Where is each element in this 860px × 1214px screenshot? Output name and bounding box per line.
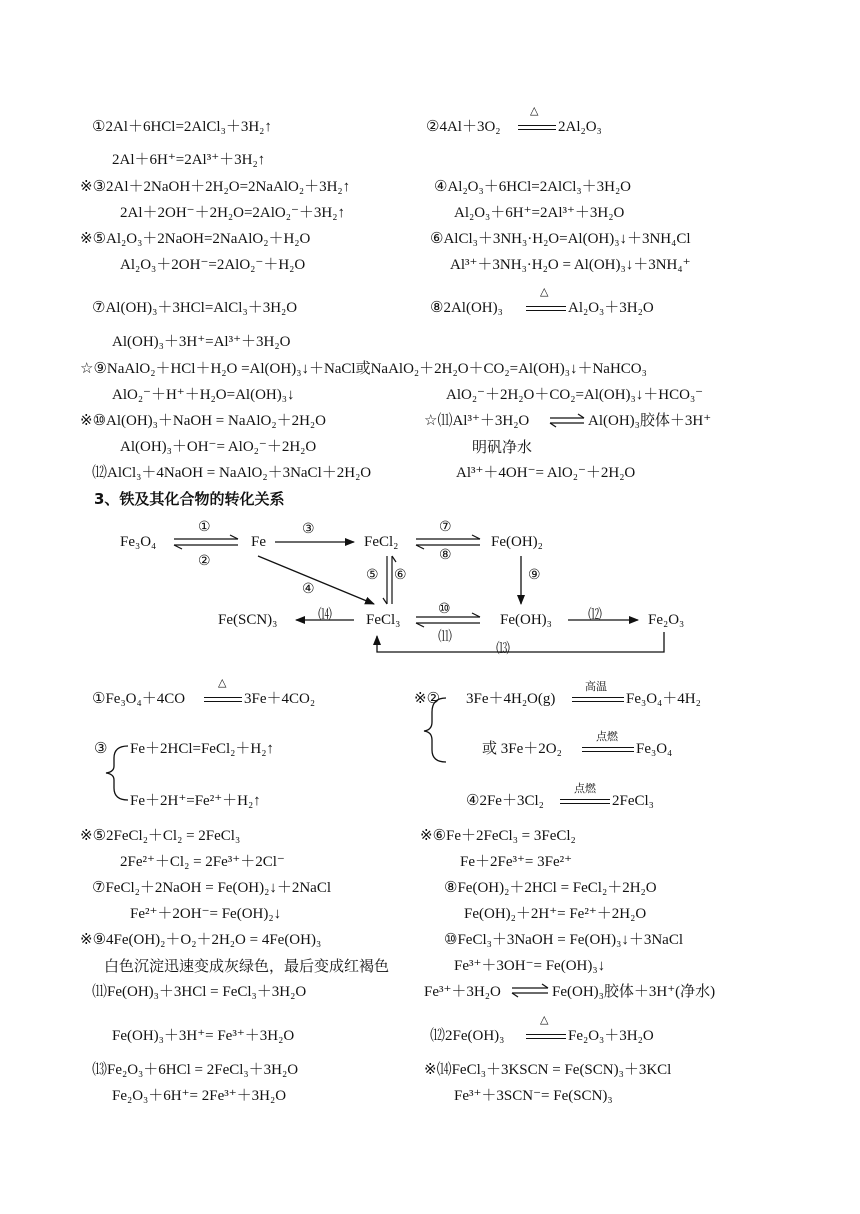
fe-eq-13: ⒀Fe₂O₃＋6HCl = 2FeCl₃＋3H₂O — [92, 1062, 299, 1078]
double-bar — [572, 697, 624, 702]
double-bar — [204, 697, 242, 702]
diagram-label: ① — [198, 520, 211, 535]
heat-symbol: △ — [540, 285, 549, 298]
fe-eq-11: ⑾Fe(OH)₃＋3HCl = FeCl₃＋3H₂O — [92, 984, 307, 1000]
reversible-arrow — [512, 984, 548, 997]
fe-eq-13-ionic: Fe₂O₃＋6H⁺= 2Fe³⁺＋3H₂O — [112, 1088, 287, 1104]
al-eq-9: ☆⑨NaAlO₂＋HCl＋H₂O =Al(OH)₃↓＋NaCl或NaAlO₂＋2H₂O＋CO₂=Al(OH)₃↓＋NaHCO₃ — [80, 361, 647, 377]
node-fe2o3: Fe₂O₃ — [648, 612, 685, 628]
diagram-label: ② — [198, 554, 211, 569]
diagram-label: ④ — [302, 582, 315, 597]
fe-eq-14: ※⒁FeCl₃＋3KSCN = Fe(SCN)₃＋3KCl — [424, 1062, 672, 1078]
al-eq-2-left: ②4Al＋3O₂ — [426, 119, 501, 135]
al-eq-2-right: 2Al₂O₃ — [558, 119, 602, 135]
fe-eq-2b-left: 或 3Fe＋2O₂ — [482, 741, 562, 757]
diagram-label: ⒀ — [496, 642, 510, 657]
al-eq-3: ※③2Al＋2NaOH＋2H₂O=2NaAlO₂＋3H₂↑ — [80, 179, 351, 195]
fe-eq-7: ⑦FeCl₂＋2NaOH = Fe(OH)₂↓＋2NaCl — [92, 880, 332, 896]
double-bar — [526, 1034, 566, 1039]
diagram-label: ③ — [302, 522, 315, 537]
double-bar — [560, 799, 610, 804]
fe-eq-2a-right: Fe₃O₄＋4H₂ — [626, 691, 701, 707]
fe-eq-1-left: ①Fe₃O₄＋4CO — [92, 691, 186, 707]
diagram-label: ⑿ — [588, 608, 602, 623]
al-eq-8-left: ⑧2Al(OH)₃ — [430, 300, 503, 316]
fe-eq-4-right: 2FeCl₃ — [612, 793, 654, 809]
al-eq-6-ionic: Al³⁺＋3NH₃·H₂O = Al(OH)₃↓＋3NH₄⁺ — [450, 257, 691, 273]
arrow-fe2o3-fecl3 — [377, 632, 664, 652]
reversible-arrow — [550, 414, 584, 427]
al-eq-9-ionic-2: AlO₂⁻＋2H₂O＋CO₂=Al(OH)₃↓＋HCO₃⁻ — [446, 387, 704, 403]
diagram-label: ⑨ — [528, 568, 541, 583]
heat-symbol: △ — [540, 1013, 549, 1026]
al-eq-8-right: Al₂O₃＋3H₂O — [568, 300, 654, 316]
fe-eq-9: ※⑨4Fe(OH)₂＋O₂＋2H₂O = 4Fe(OH)₃ — [80, 932, 322, 948]
node-feoh3: Fe(OH)₃ — [500, 612, 552, 628]
fe-eq-5: ※⑤2FeCl₂＋Cl₂ = 2FeCl₃ — [80, 828, 241, 844]
heat-symbol: △ — [218, 676, 227, 689]
diagram-label: ⑾ — [438, 630, 452, 645]
al-eq-9-ionic-1: AlO₂⁻＋H⁺＋H₂O=Al(OH)₃↓ — [112, 387, 295, 403]
fe-eq-7-ionic: Fe²⁺＋2OH⁻= Fe(OH)₂↓ — [130, 906, 282, 922]
fe-eq-3-prefix: ③ — [94, 741, 108, 757]
node-fescn3: Fe(SCN)₃ — [218, 612, 278, 628]
diagram-label: ⑥ — [394, 568, 407, 583]
al-eq-11-left: ☆⑾Al³⁺＋3H₂O — [424, 413, 530, 429]
al-eq-10-ionic: Al(OH)₃＋OH⁻= AlO₂⁻＋2H₂O — [120, 439, 317, 455]
al-eq-7-ionic: Al(OH)₃＋3H⁺=Al³⁺＋3H₂O — [112, 334, 291, 350]
fe-eq-10-ionic: Fe³⁺＋3OH⁻= Fe(OH)₃↓ — [454, 958, 606, 974]
fe-eq-14-ionic: Fe³⁺＋3SCN⁻= Fe(SCN)₃ — [454, 1088, 613, 1104]
fe-eq-10: ⑩FeCl₃＋3NaOH = Fe(OH)₃↓＋3NaCl — [444, 932, 684, 948]
al-eq-12: ⑿AlCl₃＋4NaOH = NaAlO₂＋3NaCl＋2H₂O — [92, 465, 372, 481]
fe-eq-12-right: Fe₂O₃＋3H₂O — [568, 1028, 654, 1044]
condition-ignite: 点燃 — [596, 730, 618, 743]
al-eq-3-ionic: 2Al＋2OH⁻＋2H₂O=2AlO₂⁻＋3H₂↑ — [120, 205, 345, 221]
fe-eq-9-note: 白色沉淀迅速变成灰绿色，最后变成红褐色 — [104, 957, 390, 975]
fe-eq-6-ionic: Fe＋2Fe³⁺= 3Fe²⁺ — [460, 854, 573, 870]
fe-eq-4-left: ④2Fe＋3Cl₂ — [466, 793, 544, 809]
fe-eq-3a: Fe＋2HCl=FeCl₂＋H₂↑ — [130, 741, 274, 757]
fe-eq-6: ※⑥Fe＋2FeCl₃ = 3FeCl₂ — [420, 828, 576, 844]
section-title: 3、铁及其化合物的转化关系 — [94, 490, 285, 508]
fe-eq-2b-right: Fe₃O₄ — [636, 741, 673, 757]
fe-eq-8: ⑧Fe(OH)₂＋2HCl = FeCl₂＋2H₂O — [444, 880, 657, 896]
fe-eq-5-ionic: 2Fe²⁺＋Cl₂ = 2Fe³⁺＋2Cl⁻ — [120, 854, 285, 870]
fe-eq-3b: Fe＋2H⁺=Fe²⁺＋H₂↑ — [130, 793, 261, 809]
fe-eq-2a-left: 3Fe＋4H₂O(g) — [466, 691, 556, 707]
al-eq-10: ※⑩Al(OH)₃＋NaOH = NaAlO₂＋2H₂O — [80, 413, 326, 429]
node-fecl2: FeCl₂ — [364, 534, 399, 550]
brace-icon — [106, 746, 128, 800]
node-fe: Fe — [251, 534, 266, 550]
node-fecl3: FeCl₃ — [366, 612, 401, 628]
al-eq-4-ionic: Al₂O₃＋6H⁺=2Al³⁺＋3H₂O — [454, 205, 625, 221]
condition-ignite: 点燃 — [574, 782, 596, 795]
al-eq-6: ⑥AlCl₃＋3NH₃·H₂O=Al(OH)₃↓＋3NH₄Cl — [430, 231, 691, 247]
arrow-fe3o4-fe — [174, 535, 238, 549]
diagram-label: ⑤ — [366, 568, 379, 583]
double-bar — [582, 747, 634, 752]
al-eq-1: ①2Al＋6HCl=2AlCl₃＋3H₂↑ — [92, 119, 272, 135]
al-eq-12-ionic: Al³⁺＋4OH⁻= AlO₂⁻＋2H₂O — [456, 465, 636, 481]
node-feoh2: Fe(OH)₂ — [491, 534, 543, 550]
al-eq-7: ⑦Al(OH)₃＋3HCl=AlCl₃＋3H₂O — [92, 300, 298, 316]
heat-symbol: △ — [530, 104, 539, 117]
fe-eq-1-right: 3Fe＋4CO₂ — [244, 691, 316, 707]
diagram-label: ⒁ — [318, 608, 332, 623]
diagram-label: ⑧ — [439, 548, 452, 563]
fe-eq-12-left: ⑿2Fe(OH)₃ — [430, 1028, 505, 1044]
al-eq-5-ionic: Al₂O₃＋2OH⁻=2AlO₂⁻＋H₂O — [120, 257, 306, 273]
al-eq-5: ※⑤Al₂O₃＋2NaOH=2NaAlO₂＋H₂O — [80, 231, 311, 247]
al-eq-11-right: Al(OH)₃胶体＋3H⁺ — [588, 413, 712, 429]
fe-eq-11b-right: Fe(OH)₃胶体＋3H⁺(净水) — [552, 984, 716, 1000]
fe-eq-2-prefix: ※② — [414, 691, 441, 707]
diagram-label: ⑦ — [439, 520, 452, 535]
diagram-label: ⑩ — [438, 602, 451, 617]
fe-eq-8-ionic: Fe(OH)₂＋2H⁺= Fe²⁺＋2H₂O — [464, 906, 647, 922]
fe-eq-11b-left: Fe³⁺＋3H₂O — [424, 984, 501, 1000]
al-eq-11-note: 明矾净水 — [472, 438, 533, 456]
arrow-fe-fecl3 — [258, 556, 374, 604]
fe-eq-11-ionic: Fe(OH)₃＋3H⁺= Fe³⁺＋3H₂O — [112, 1028, 295, 1044]
al-eq-1-ionic: 2Al＋6H⁺=2Al³⁺＋3H₂↑ — [112, 152, 266, 168]
al-eq-4: ④Al₂O₃＋6HCl=2AlCl₃＋3H₂O — [434, 179, 631, 195]
node-fe3o4: Fe₃O₄ — [120, 534, 157, 550]
condition-high-temp: 高温 — [585, 680, 607, 693]
